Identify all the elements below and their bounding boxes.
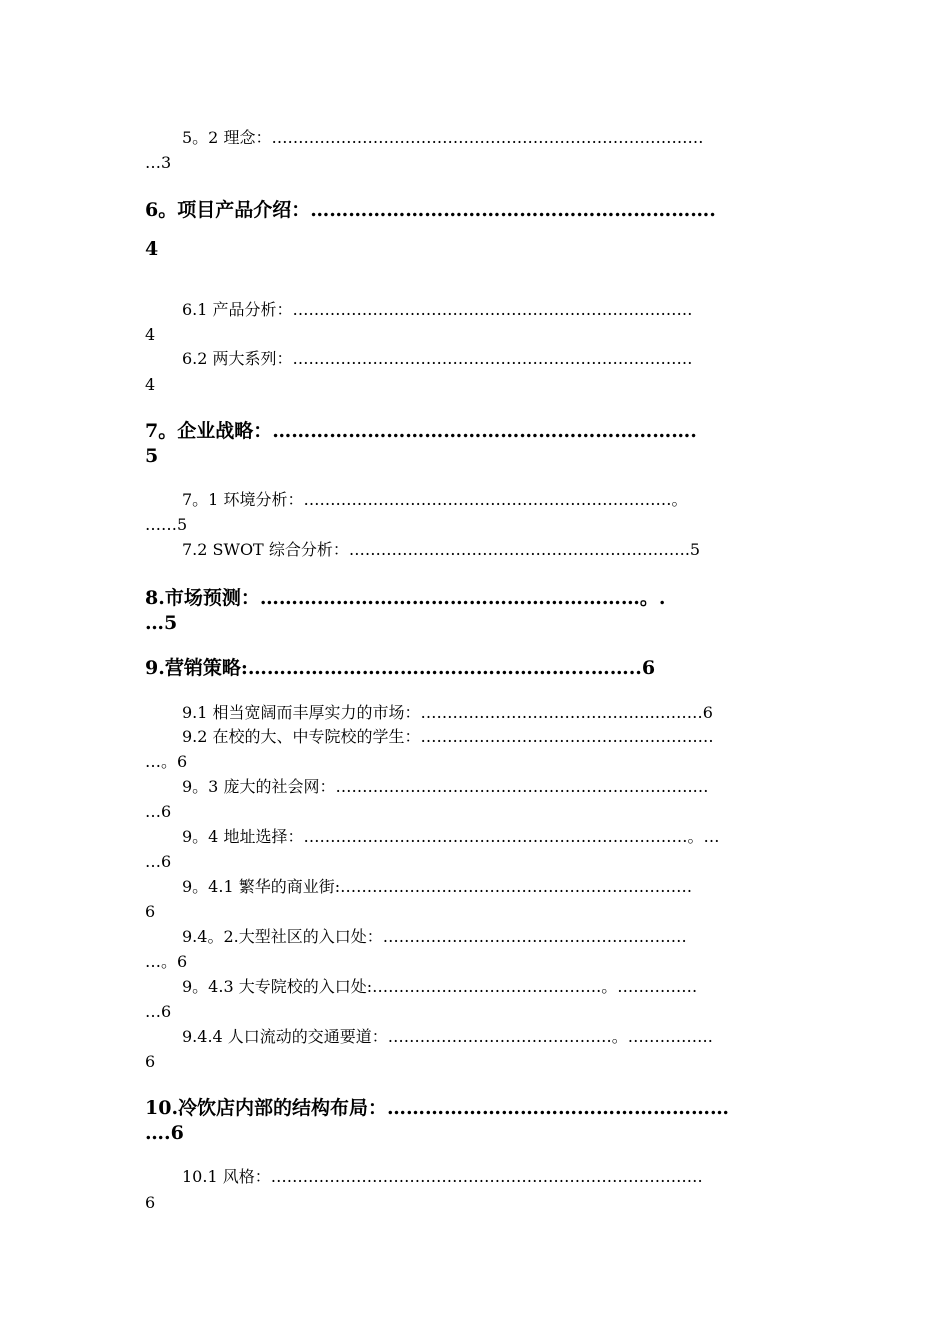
toc-entry-7-1-page: ……5 xyxy=(145,515,188,534)
toc-heading-8[interactable]: 8.市场预测：……………………………………………………。. xyxy=(145,587,666,609)
toc-entry-6-1[interactable]: 6.1 产品分析：………………………………………………………………… xyxy=(182,300,693,319)
toc-heading-9[interactable]: 9.营销策略:……………………………………………...……..6 xyxy=(145,657,656,679)
toc-heading-8-page: …5 xyxy=(145,612,178,634)
toc-entry-6-1-page: 4 xyxy=(145,325,156,344)
toc-entry-9-4-page: …6 xyxy=(145,852,172,871)
toc-entry-9-2-page: …。6 xyxy=(145,752,188,771)
toc-entry-9-4-1[interactable]: 9。4.1 繁华的商业街:………………………………………………………… xyxy=(182,877,693,896)
toc-entry-6-2-page: 4 xyxy=(145,375,156,394)
toc-entry-9-4-3-page: …6 xyxy=(145,1002,172,1021)
toc-entry-9-4-2-page: …。6 xyxy=(145,952,188,971)
toc-entry-10-1[interactable]: 10.1 风格：……………………………………………………………………… xyxy=(182,1167,703,1186)
toc-entry-9-4-3[interactable]: 9。4.3 大专院校的入口处:…………………………………….。…………… xyxy=(182,977,698,996)
toc-entry-9-4-4-page: 6 xyxy=(145,1052,156,1071)
toc-heading-6-page: 4 xyxy=(145,238,159,260)
toc-entry-5-2-page: …3 xyxy=(145,153,172,172)
toc-entry-6-2[interactable]: 6.2 两大系列：………………………………………………………………… xyxy=(182,349,693,368)
toc-entry-10-1-page: 6 xyxy=(145,1193,156,1212)
toc-entry-9-2[interactable]: 9.2 在校的大、中专院校的学生：…………………………………………….… xyxy=(182,727,714,746)
toc-heading-7-page: 5 xyxy=(145,445,159,467)
toc-entry-9-4[interactable]: 9。4 地址选择：………………………………………………………………。… xyxy=(182,827,720,846)
toc-entry-5-2[interactable]: 5。2 理念：……………………………………………………………………… xyxy=(182,128,704,147)
toc-heading-6[interactable]: 6。项目产品介绍：………………………………………………………. xyxy=(145,199,716,221)
toc-entry-9-1[interactable]: 9.1 相当宽阔而丰厚实力的市场：……………………………………..………6 xyxy=(182,703,713,722)
toc-entry-7-1[interactable]: 7。1 环境分析：……………………………………………………………。 xyxy=(182,490,688,509)
toc-heading-7[interactable]: 7。企业战略：…………………………………………………………. xyxy=(145,420,697,442)
toc-entry-9-3-page: …6 xyxy=(145,802,172,821)
toc-entry-9-4-1-page: 6 xyxy=(145,902,156,921)
toc-entry-7-2[interactable]: 7.2 SWOT 综合分析：……………………………………………………….5 xyxy=(182,540,701,559)
toc-entry-9-4-4[interactable]: 9.4.4 人口流动的交通要道：……………………………………。……………. xyxy=(182,1027,713,1046)
toc-entry-9-3[interactable]: 9。3 庞大的社会网：………………………………………………………….… xyxy=(182,777,709,796)
toc-entry-9-4-2[interactable]: 9.4。2.大型社区的入口处：………………………………………………… xyxy=(182,927,687,946)
toc-heading-10[interactable]: 10.冷饮店内部的结构布局：……………………………………………… xyxy=(145,1097,730,1119)
toc-heading-10-page: ….6 xyxy=(145,1122,184,1144)
